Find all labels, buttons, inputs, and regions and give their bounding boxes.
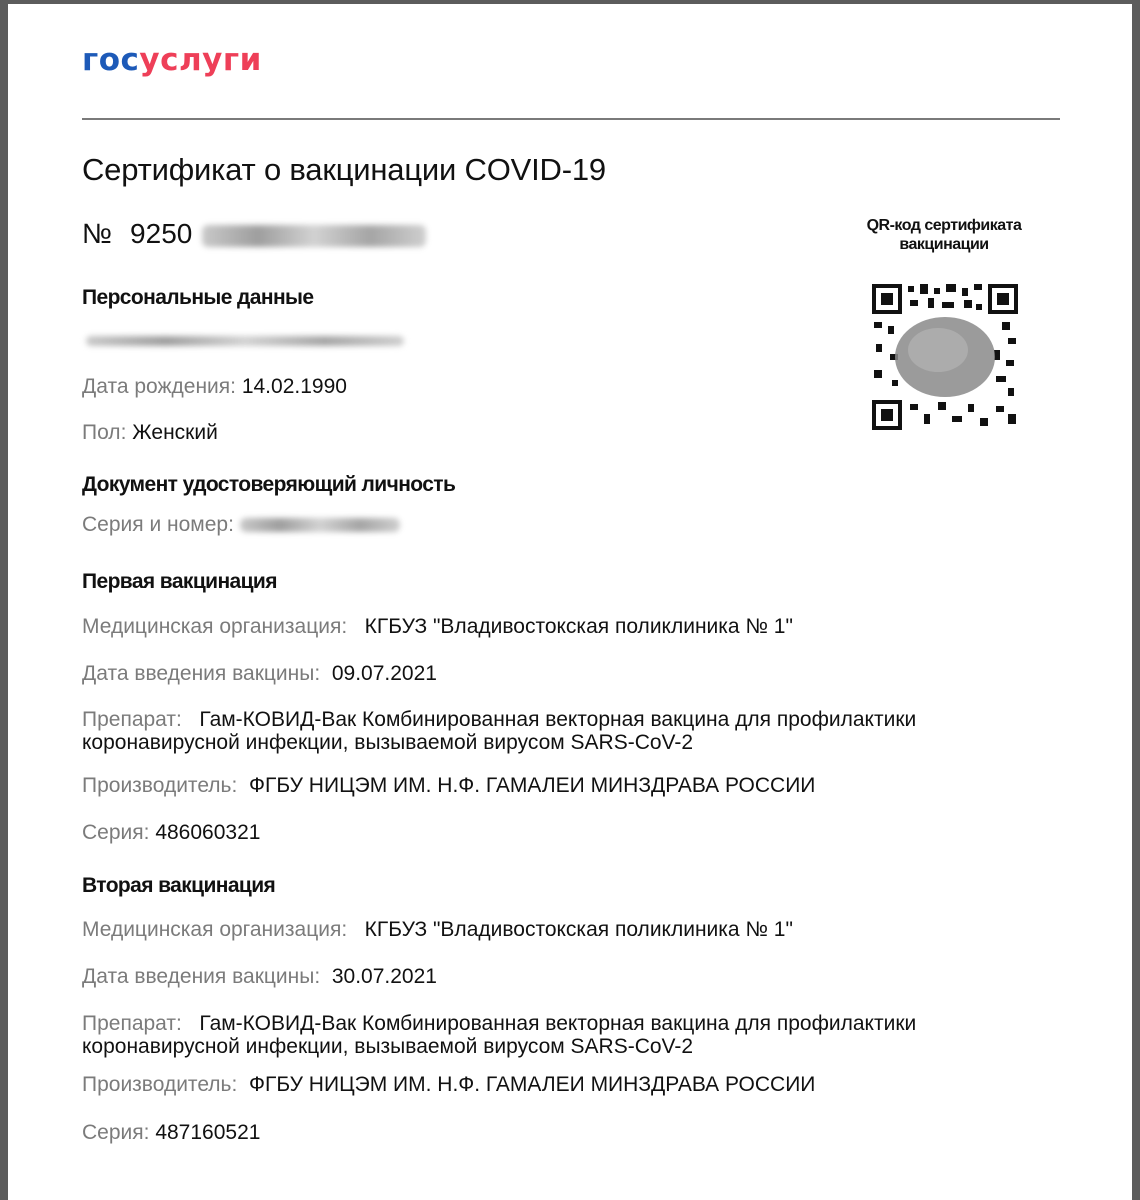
first-date-label: Дата введения вакцины: xyxy=(82,662,321,685)
first-org-row xyxy=(82,615,793,638)
birth-date-value: 14.02.1990 xyxy=(241,375,347,398)
qr-code-label: QR-код сертификата вакцинации xyxy=(866,217,1022,253)
second-org-row xyxy=(82,918,793,941)
second-series-row xyxy=(82,1121,260,1144)
identity-document-heading: Документ удостоверяющий личность xyxy=(82,473,456,496)
first-series-label: Серия: xyxy=(82,821,150,844)
second-maker-row xyxy=(82,1073,815,1096)
sex-row xyxy=(82,421,218,444)
document-series-label: Серия и номер: xyxy=(82,513,234,536)
number-sign: № xyxy=(82,218,113,249)
certificate-number xyxy=(82,218,426,250)
certificate-page xyxy=(8,4,1132,1200)
first-org-label: Медицинская организация: xyxy=(82,615,348,638)
first-vaccination-heading: Первая вакцинация xyxy=(82,570,277,593)
logo-part-gos: гос xyxy=(82,42,140,78)
second-drug-label: Препарат: xyxy=(82,1012,182,1035)
redacted-certificate-id xyxy=(202,225,426,247)
personal-data-heading: Персональные данные xyxy=(82,286,314,309)
first-series-value: 486060321 xyxy=(155,821,261,844)
sex-label: Пол: xyxy=(82,421,127,444)
page-title: Сертификат о вакцинации COVID-19 xyxy=(82,152,606,187)
first-date-value: 09.07.2021 xyxy=(331,662,437,685)
second-drug-row xyxy=(82,1012,916,1058)
second-series-label: Серия: xyxy=(82,1121,150,1144)
redacted-document-number xyxy=(240,518,400,532)
first-drug-row xyxy=(82,708,916,754)
qr-code[interactable] xyxy=(872,284,1018,430)
second-series-value: 487160521 xyxy=(155,1121,261,1144)
first-maker-row xyxy=(82,774,815,797)
second-org-label: Медицинская организация: xyxy=(82,918,348,941)
first-date-row xyxy=(82,662,437,685)
sex-value: Женский xyxy=(132,421,218,444)
first-drug-label: Препарат: xyxy=(82,708,182,731)
header-divider xyxy=(82,118,1060,120)
second-org-value: КГБУЗ "Владивостокская поликлиника № 1" xyxy=(364,918,793,941)
logo-part-uslugi: услуги xyxy=(139,42,262,78)
second-date-value: 30.07.2021 xyxy=(331,965,437,988)
first-org-value: КГБУЗ "Владивостокская поликлиника № 1" xyxy=(364,615,793,638)
second-drug-line2: коронавирусной инфекции, вызываемой вирусом SARS-CoV-2 xyxy=(82,1035,694,1058)
second-maker-value: ФГБУ НИЦЭМ ИМ. Н.Ф. ГАМАЛЕИ МИНЗДРАВА РОССИИ xyxy=(249,1073,816,1096)
certificate-number-prefix: 9250 xyxy=(130,218,193,249)
document-series-row xyxy=(82,513,400,536)
second-vaccination-heading: Вторая вакцинация xyxy=(82,874,276,897)
redacted-full-name xyxy=(86,336,404,346)
first-maker-value: ФГБУ НИЦЭМ ИМ. Н.Ф. ГАМАЛЕИ МИНЗДРАВА РОССИИ xyxy=(249,774,816,797)
birth-date-label: Дата рождения: xyxy=(82,375,236,398)
first-drug-line1: Гам-КОВИД-Вак Комбинированная векторная вакцина для профилактики xyxy=(199,708,917,731)
second-drug-line1: Гам-КОВИД-Вак Комбинированная векторная вакцина для профилактики xyxy=(199,1012,917,1035)
second-date-label: Дата введения вакцины: xyxy=(82,965,321,988)
first-series-row xyxy=(82,821,260,844)
gosuslugi-logo[interactable] xyxy=(82,42,262,78)
second-date-row xyxy=(82,965,437,988)
first-drug-line2: коронавирусной инфекции, вызываемой вирусом SARS-CoV-2 xyxy=(82,731,694,754)
birth-date-row xyxy=(82,375,347,398)
second-maker-label: Производитель: xyxy=(82,1073,238,1096)
first-maker-label: Производитель: xyxy=(82,774,238,797)
